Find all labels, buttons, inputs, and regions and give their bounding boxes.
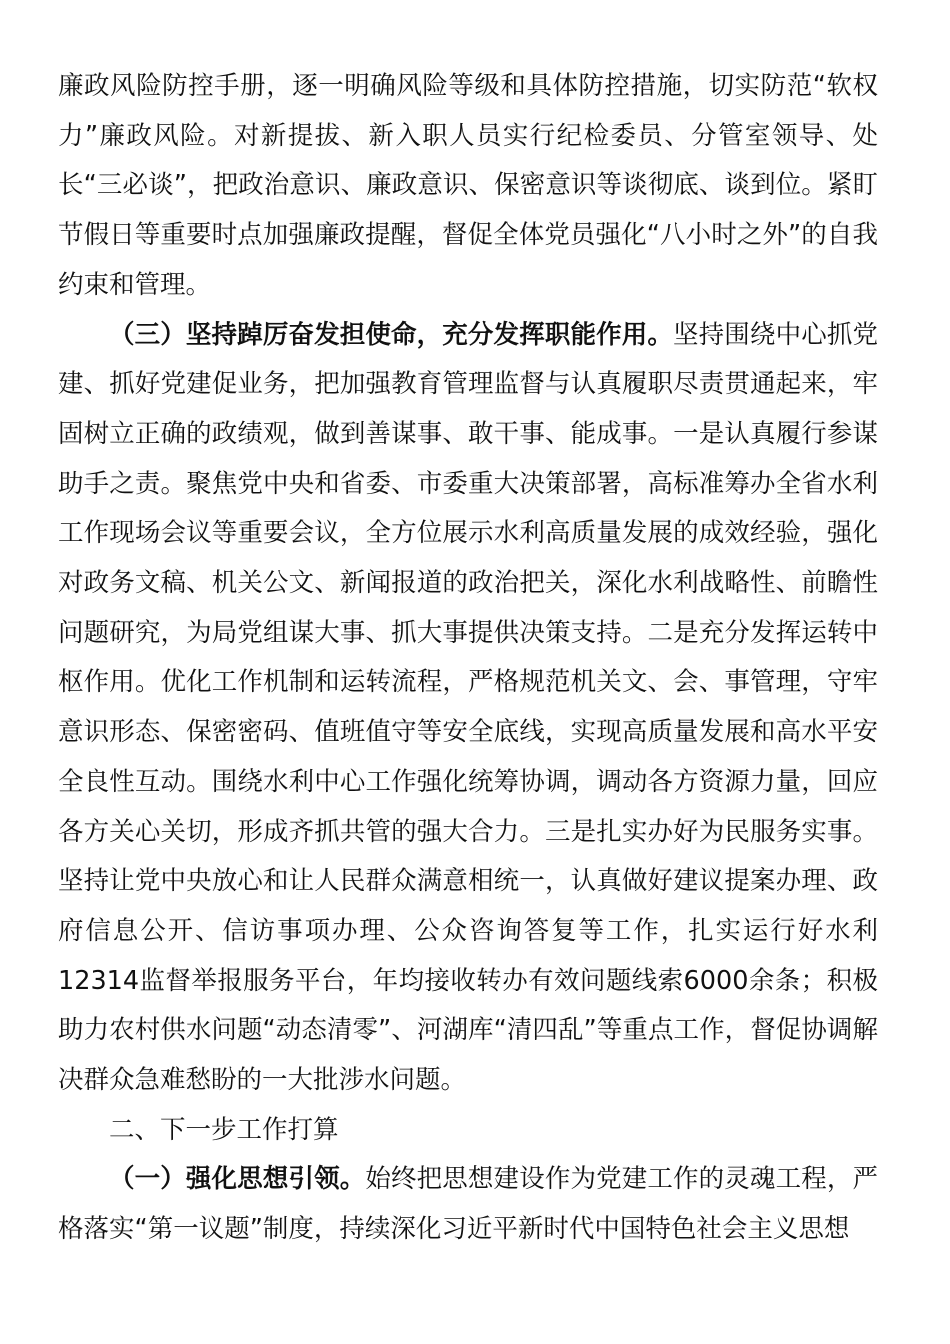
paragraph-section-three [58, 311, 878, 1106]
paragraph-text: 坚持围绕中心抓党建、抓好党建促业务，把加强教育管理监督与认真履职尽责贯通起来，牢固树立正确的政绩观，做到善谋事、敢干事、能成事。一是认真履行参谋助手之责。聚焦党中央和省委、市委重大决策部署，高标准筹办全省水利工作现场会议等重要会议，全方位展示水利高质量发展的成效经验，强化对政务文稿、机关公文、新闻报道的政治把关，深化水利战略性、前瞻性问题研究，为局党组谋大事、抓大事提供决策支持。二是充分发挥运转中枢作用。优化工作机制和运转流程，严格规范机关文、会、事管理，守牢意识形态、保密密码、值班值守等安全底线，实现高质量发展和高水平安全良性互动。围绕水利中心工作强化统筹协调，调动各方资源力量，回应各方关心关切，形成齐抓共管的强大合力。三是扎实办好为民服务实事。坚持让党中央放心和让人民群众满意相统一，认真做好建议提案办理、政府信息公开、信访事项办理、公众咨询答复等工作，扎实运行好水利12314监督举报服务平台，年均接收转办有效问题线索6000余条；积极助力农村供水问题“动态清零”、河湖库“清四乱”等重点工作，督促协调解决群众急难愁盼的一大批涉水问题。 [58, 319, 878, 1096]
paragraph-continued [58, 62, 878, 311]
section-heading: （一）强化思想引领。 [109, 1164, 366, 1195]
paragraph-text: 廉政风险防控手册，逐一明确风险等级和具体防控措施，切实防范“软权力”廉政风险。对新提拔、新入职人员实行纪检委员、分管室领导、处长“三必谈”，把政治意识、廉政意识、保密意识等谈彻底、谈到位。紧盯节假日等重要时点加强廉政提醒，督促全体党员强化“八小时之外”的自我约束和管理。 [58, 71, 878, 300]
paragraph-section-one [58, 1155, 878, 1254]
chapter-heading [58, 1106, 878, 1156]
chapter-heading-text: 二、下一步工作打算 [109, 1114, 339, 1145]
paragraph-text: 始终把思想建设作为党建工作的灵魂工程，严格落实“第一议题”制度，持续深化习近平新时代中国特色社会主义思想 [58, 1164, 878, 1245]
section-heading: （三）坚持踔厉奋发担使命，充分发挥职能作用。 [109, 319, 674, 350]
document-page [58, 62, 878, 1255]
